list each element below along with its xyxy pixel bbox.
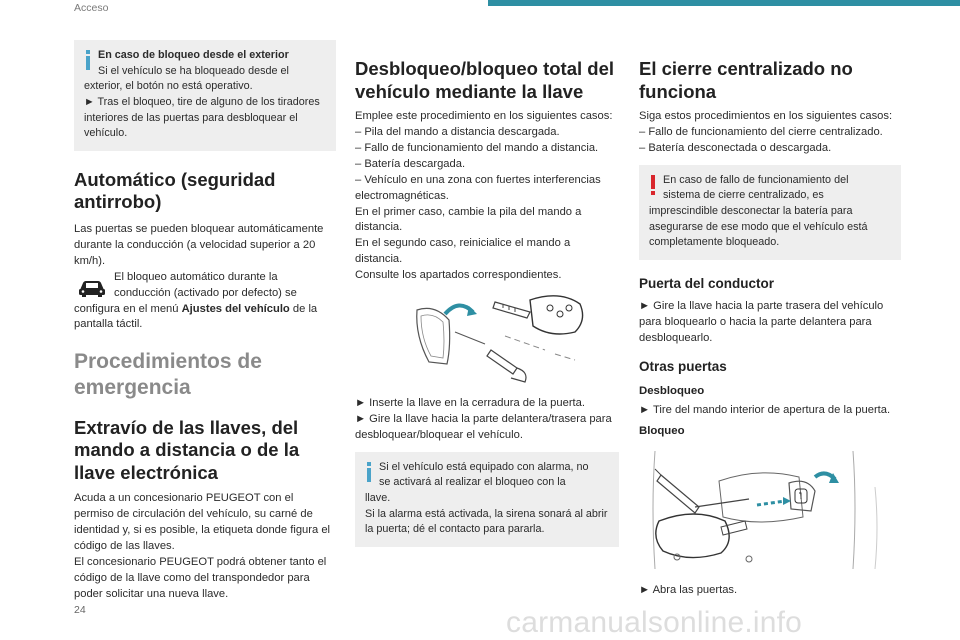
central-locking-intro: Siga estos procedimientos en los siguientes casos: bbox=[639, 110, 893, 123]
column-2 bbox=[355, 58, 619, 547]
auto-settings-text-end: de la pantalla táctil. bbox=[74, 302, 318, 331]
auto-settings-paragraph bbox=[74, 270, 336, 334]
info-icon bbox=[365, 462, 373, 482]
vehicle-settings-menu-label: Ajustes del vehículo bbox=[181, 302, 290, 315]
info-box-alarm bbox=[355, 452, 619, 547]
list-item: – Vehículo en una zona con fuertes interferencias electromagnéticas. bbox=[355, 173, 601, 202]
info-box-line: Si el vehículo se ha bloqueado desde el bbox=[98, 64, 289, 77]
info-box-step: ► Tras el bloqueo, tire de alguno de los tiradores interiores de las puertas para desbloquear el vehículo. bbox=[84, 95, 320, 140]
car-settings-icon bbox=[74, 272, 110, 300]
lost-keys-title: Extravío de las llaves, del mando a distancia o de la llave electrónica bbox=[74, 416, 300, 483]
info-box-line: exterior, el botón no está operativo. bbox=[84, 80, 253, 93]
key-in-door-lock-illustration bbox=[355, 290, 619, 386]
info-box-line: se activará al realizar el bloqueo con la bbox=[379, 476, 566, 489]
door-lock-slot-illustration bbox=[639, 447, 901, 573]
central-locking-title: El cierre centralizado no funciona bbox=[639, 58, 853, 102]
list-item: – Batería descargada. bbox=[355, 157, 466, 170]
info-box-line: llave. bbox=[365, 492, 391, 505]
warning-box-battery bbox=[639, 165, 901, 260]
emergency-section-title: Procedimientos de emergencia bbox=[74, 350, 262, 399]
warning-box-line: En caso de fallo de funcionamiento del bbox=[663, 173, 849, 186]
step-turn-key: ► Gire la llave hacia la parte delantera/trasera para desbloquear/bloquear el vehículo. bbox=[355, 413, 612, 441]
key-unlock-paragraph: En el segundo caso, reinicialice el mando a distancia. bbox=[355, 237, 571, 266]
open-doors-text: ► Abra las puertas. bbox=[639, 584, 738, 597]
warning-box-line: imprescindible desconectar la batería para asegurarse de ese modo que el vehículo está completamente bloqueado. bbox=[649, 205, 868, 249]
lock-subtitle: Bloqueo bbox=[639, 425, 685, 438]
info-box-line: Si el vehículo está equipado con alarma, no bbox=[379, 460, 589, 473]
auto-title: Automático (seguridad antirrobo) bbox=[74, 168, 276, 213]
key-unlock-paragraph: Consulte los apartados correspondientes. bbox=[355, 269, 562, 282]
other-doors-title: Otras puertas bbox=[639, 358, 727, 374]
key-unlock-title: Desbloqueo/bloqueo total del vehículo mediante la llave bbox=[355, 58, 614, 102]
auto-settings-text: El bloqueo automático durante la conducción (activado por defecto) se configura en el menú bbox=[74, 270, 297, 315]
auto-paragraph: Las puertas se pueden bloquear automáticamente durante la conducción (a velocidad superior a 20 km/h). bbox=[74, 222, 324, 267]
list-item: – Pila del mando a distancia descargada. bbox=[355, 126, 560, 139]
key-unlock-intro: Emplee este procedimiento en los siguientes casos: bbox=[355, 110, 613, 123]
lost-keys-paragraph-2: El concesionario PEUGEOT podrá obtener tanto el código de la llave como del transpondedor para poder solicitar una nueva llave. bbox=[74, 555, 327, 600]
list-item: – Fallo de funcionamiento del mando a distancia. bbox=[355, 141, 599, 154]
unlock-subtitle: Desbloqueo bbox=[639, 385, 705, 398]
list-item: – Fallo de funcionamiento del cierre centralizado. bbox=[639, 126, 883, 139]
header-accent-bar bbox=[488, 0, 960, 6]
column-3 bbox=[639, 58, 901, 599]
step-insert-key: ► Inserte la llave en la cerradura de la puerta. bbox=[355, 397, 585, 410]
lost-keys-paragraph: Acuda a un concesionario PEUGEOT con el permiso de circulación del vehículo, su carné de identidad y, si es posible, la etiqueta donde figura el código de las llaves. bbox=[74, 492, 331, 552]
column-1 bbox=[74, 40, 336, 603]
header-section-label: Acceso bbox=[74, 2, 109, 14]
info-box-title: En caso de bloqueo desde el exterior bbox=[98, 49, 289, 61]
list-item: – Batería desconectada o descargada. bbox=[639, 141, 832, 154]
info-icon bbox=[84, 50, 92, 70]
watermark: carmanualsonline.info bbox=[506, 606, 803, 639]
unlock-text: ► Tire del mando interior de apertura de la puerta. bbox=[639, 404, 891, 417]
driver-door-text: ► Gire la llave hacia la parte trasera del vehículo para bloquearlo o hacia la parte delantera para desbloquearlo. bbox=[639, 300, 884, 345]
driver-door-title: Puerta del conductor bbox=[639, 276, 775, 292]
info-box-line: Si la alarma está activada, la sirena sonará al abrir la puerta; dé el contacto para pararla. bbox=[365, 507, 608, 536]
key-unlock-paragraph: En el primer caso, cambie la pila del mando a distancia. bbox=[355, 205, 582, 234]
info-box-exterior-lock bbox=[74, 40, 336, 151]
warning-icon bbox=[649, 175, 657, 195]
warning-box-line: sistema de cierre centralizado, es bbox=[663, 189, 824, 202]
page-number: 24 bbox=[74, 604, 86, 616]
